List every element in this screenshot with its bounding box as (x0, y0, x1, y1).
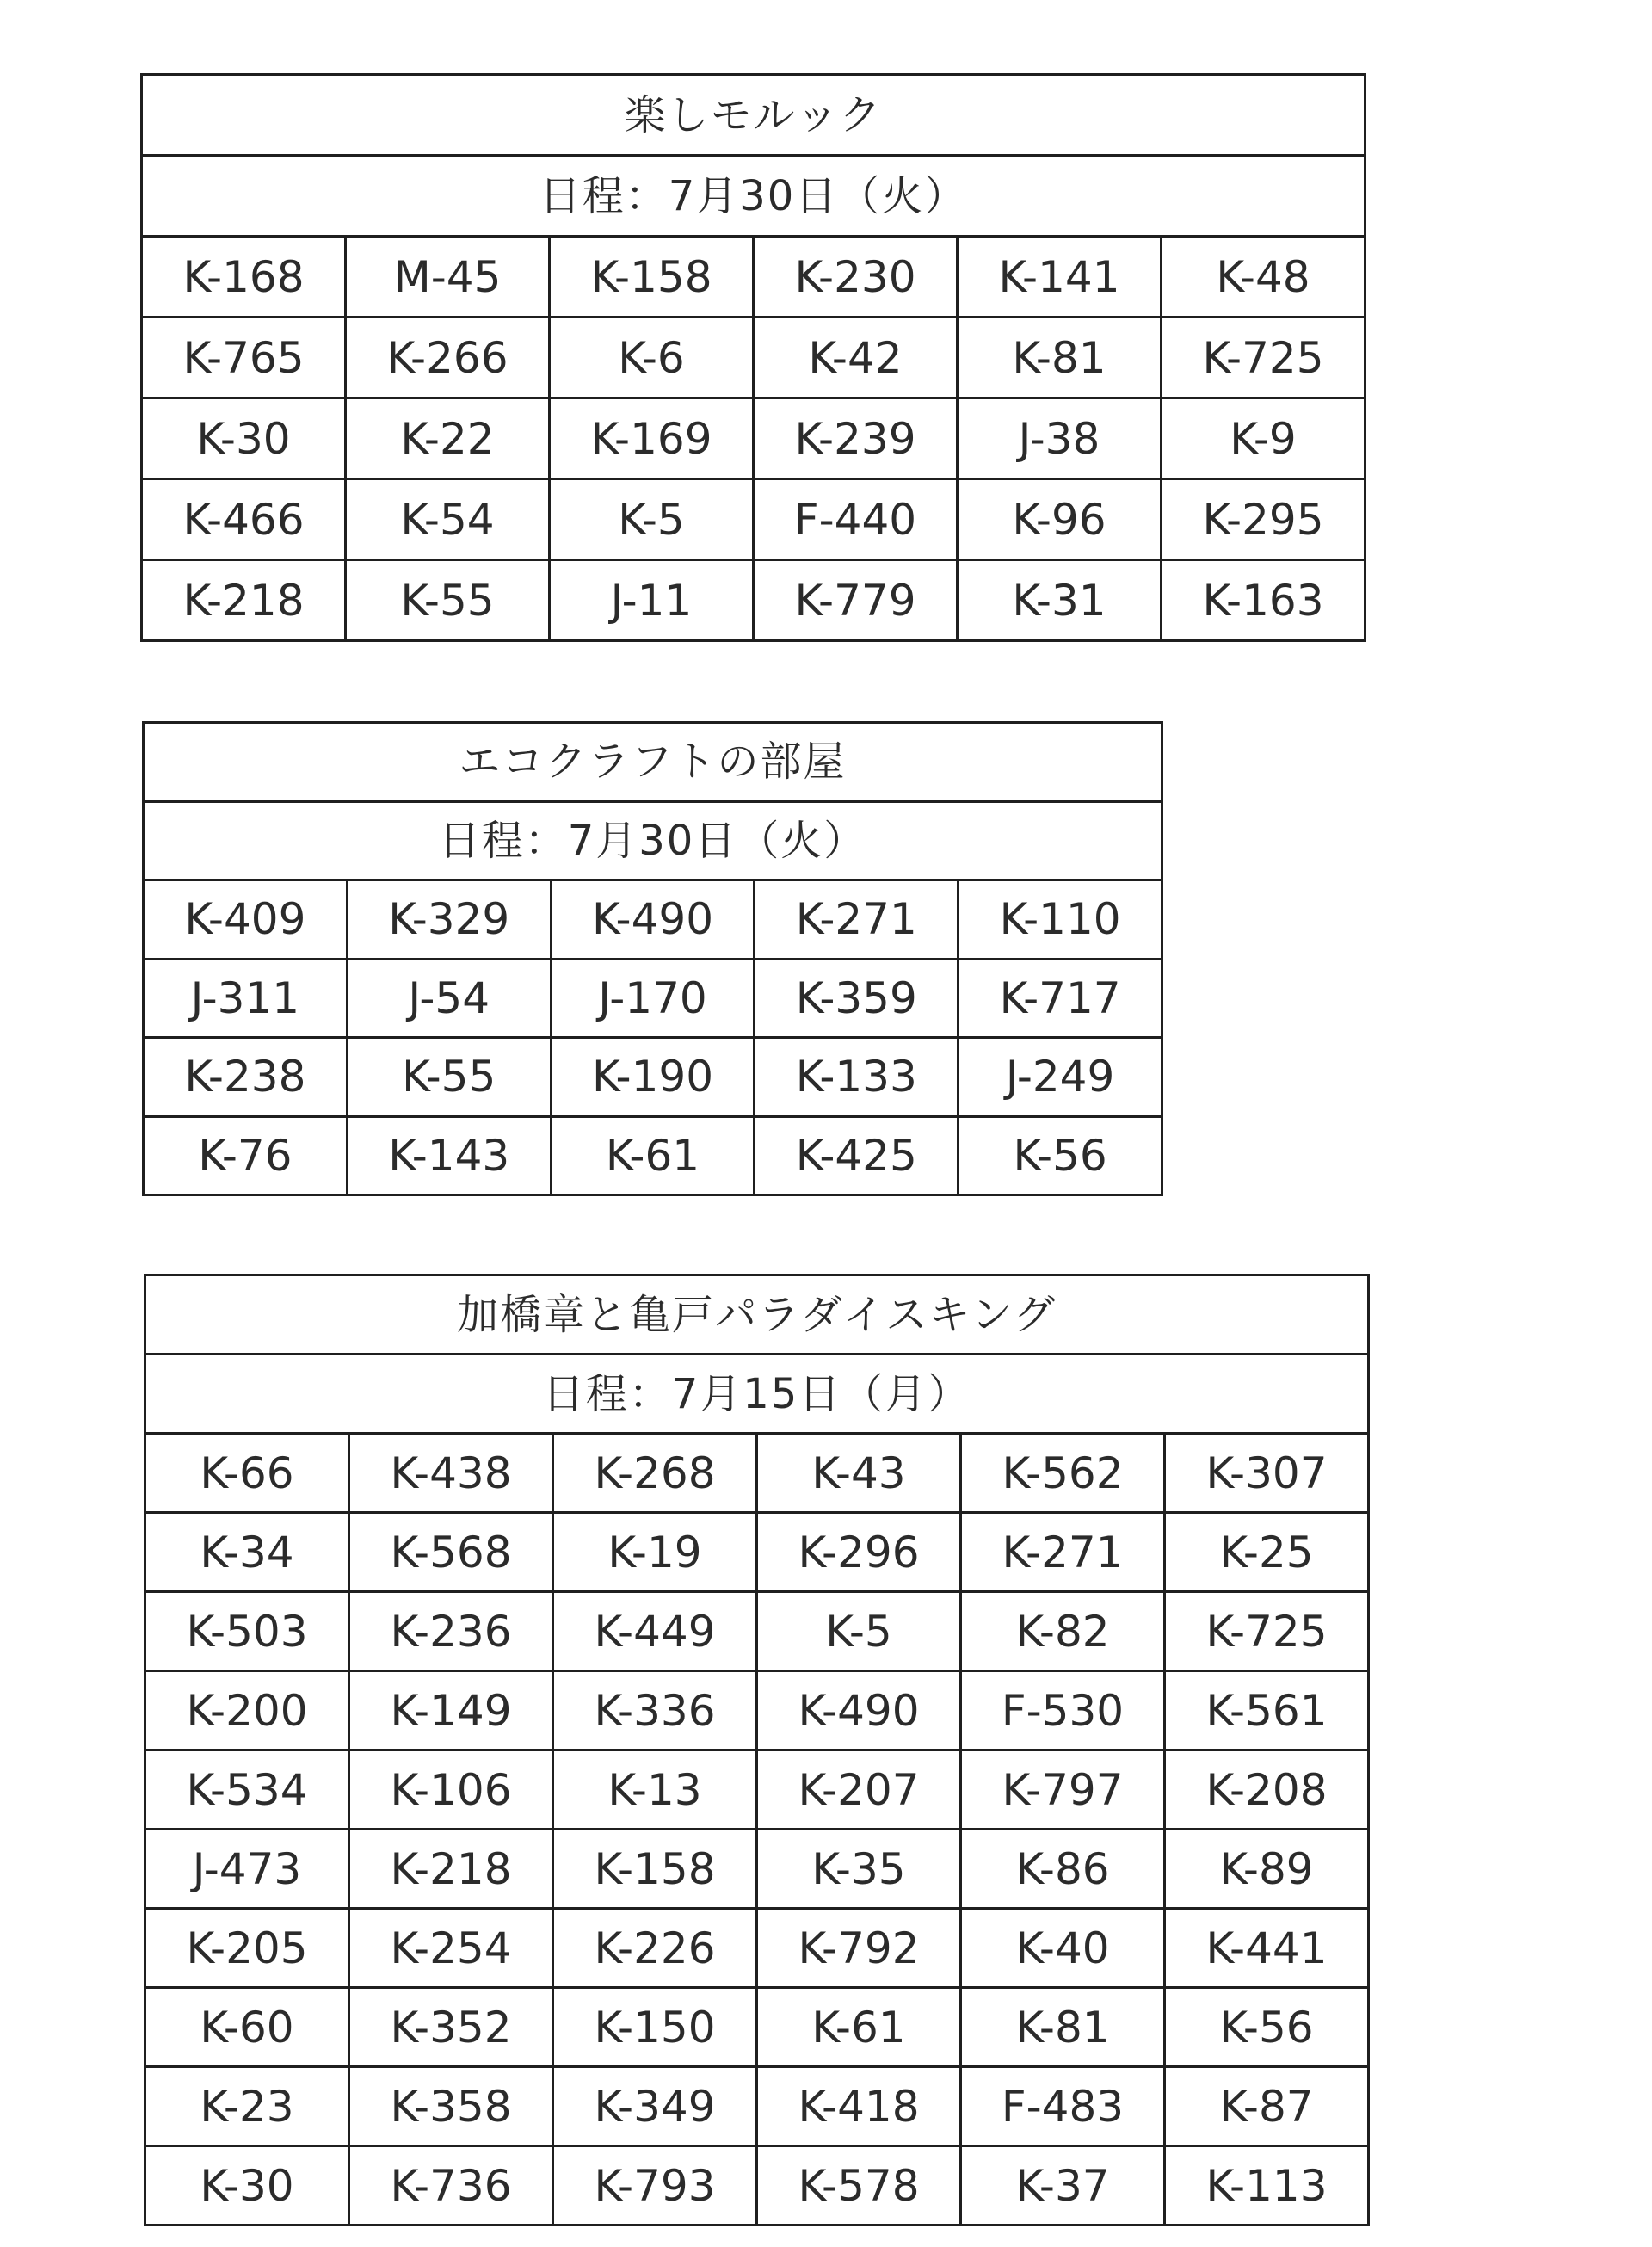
event-schedule: 日程：7月30日（火） (144, 801, 1162, 880)
participant-code-cell: K-208 (1165, 1750, 1369, 1830)
table-row (145, 1909, 1369, 1988)
participant-code-cell: K-22 (346, 398, 550, 479)
participant-code-cell: K-55 (346, 560, 550, 641)
participant-code-cell: K-61 (757, 1988, 961, 2067)
participant-code-cell: K-268 (553, 1434, 757, 1513)
participant-code-cell: K-218 (349, 1830, 553, 1909)
table-row (145, 1988, 1369, 2067)
event-title: 楽しモルック (142, 75, 1365, 156)
participant-code-cell: K-133 (755, 1038, 959, 1117)
participant-code-cell: J-473 (145, 1830, 349, 1909)
event-table-body (145, 1275, 1369, 2225)
participant-code-cell: K-30 (145, 2146, 349, 2225)
participant-code-cell: K-106 (349, 1750, 553, 1830)
participant-code-cell: K-329 (347, 880, 551, 960)
participant-code-cell: K-5 (757, 1592, 961, 1671)
event-schedule: 日程：7月15日（月） (145, 1355, 1369, 1434)
participant-code-cell: K-218 (142, 560, 346, 641)
participant-code-cell: K-158 (550, 237, 754, 318)
table-row (142, 479, 1365, 560)
table-row (145, 2067, 1369, 2146)
participant-code-cell: K-81 (961, 1988, 1165, 2067)
participant-code-cell: K-35 (757, 1830, 961, 1909)
participant-code-cell: K-82 (961, 1592, 1165, 1671)
table-row (144, 880, 1162, 960)
participant-code-cell: K-266 (346, 318, 550, 398)
participant-code-cell: K-271 (961, 1513, 1165, 1592)
participant-code-cell: K-561 (1165, 1671, 1369, 1750)
participant-code-cell: K-230 (754, 237, 958, 318)
participant-code-cell: K-96 (958, 479, 1162, 560)
participant-code-cell: K-56 (959, 1116, 1162, 1195)
participant-code-cell: K-42 (754, 318, 958, 398)
participant-code-cell: K-418 (757, 2067, 961, 2146)
participant-code-cell: K-60 (145, 1988, 349, 2067)
event-title: 加橋章と亀戸パラダイスキング (145, 1275, 1369, 1355)
table-row (144, 959, 1162, 1038)
participant-code-cell: J-170 (551, 959, 755, 1038)
participant-code-cell: K-9 (1162, 398, 1365, 479)
participant-code-cell: K-271 (755, 880, 959, 960)
participant-code-cell: K-48 (1162, 237, 1365, 318)
title-row (144, 723, 1162, 802)
table-row (142, 560, 1365, 641)
participant-code-cell: K-31 (958, 560, 1162, 641)
participant-code-cell: K-717 (959, 959, 1162, 1038)
participant-code-cell: J-311 (144, 959, 348, 1038)
participant-code-cell: K-409 (144, 880, 348, 960)
participant-code-cell: K-30 (142, 398, 346, 479)
participant-code-cell: K-226 (553, 1909, 757, 1988)
table-row (142, 318, 1365, 398)
participant-code-cell: K-793 (553, 2146, 757, 2225)
event-table-paradise-king (144, 1274, 1370, 2226)
participant-code-cell: K-238 (144, 1038, 348, 1117)
participant-code-cell: K-425 (755, 1116, 959, 1195)
participant-code-cell: K-141 (958, 237, 1162, 318)
participant-code-cell: K-207 (757, 1750, 961, 1830)
event-table-molkky (140, 73, 1366, 642)
participant-code-cell: F-440 (754, 479, 958, 560)
schedule-row (144, 801, 1162, 880)
table-row (145, 1671, 1369, 1750)
event-schedule: 日程：7月30日（火） (142, 156, 1365, 237)
participant-code-cell: K-89 (1165, 1830, 1369, 1909)
table-row (144, 1116, 1162, 1195)
participant-code-cell: K-336 (553, 1671, 757, 1750)
participant-code-cell: K-449 (553, 1592, 757, 1671)
participant-code-cell: K-296 (757, 1513, 961, 1592)
participant-code-cell: K-490 (757, 1671, 961, 1750)
participant-code-cell: K-236 (349, 1592, 553, 1671)
participant-code-cell: K-568 (349, 1513, 553, 1592)
participant-code-cell: K-466 (142, 479, 346, 560)
participant-code-cell: K-200 (145, 1671, 349, 1750)
participant-code-cell: K-61 (551, 1116, 755, 1195)
participant-code-cell: K-6 (550, 318, 754, 398)
participant-code-cell: K-578 (757, 2146, 961, 2225)
participant-code-cell: K-779 (754, 560, 958, 641)
participant-code-cell: K-76 (144, 1116, 348, 1195)
participant-code-cell: K-797 (961, 1750, 1165, 1830)
participant-code-cell: K-110 (959, 880, 1162, 960)
participant-code-cell: K-295 (1162, 479, 1365, 560)
participant-code-cell: K-765 (142, 318, 346, 398)
participant-code-cell: K-441 (1165, 1909, 1369, 1988)
participant-code-cell: K-349 (553, 2067, 757, 2146)
participant-code-cell: K-37 (961, 2146, 1165, 2225)
participant-code-cell: K-5 (550, 479, 754, 560)
schedule-row (142, 156, 1365, 237)
participant-code-cell: K-490 (551, 880, 755, 960)
participant-code-cell: K-736 (349, 2146, 553, 2225)
table-row (145, 1513, 1369, 1592)
schedule-row (145, 1355, 1369, 1434)
participant-code-cell: K-205 (145, 1909, 349, 1988)
participant-code-cell: K-562 (961, 1434, 1165, 1513)
participant-code-cell: K-190 (551, 1038, 755, 1117)
participant-code-cell: K-150 (553, 1988, 757, 2067)
participant-code-cell: K-158 (553, 1830, 757, 1909)
participant-code-cell: K-40 (961, 1909, 1165, 1988)
participant-code-cell: K-359 (755, 959, 959, 1038)
participant-code-cell: K-113 (1165, 2146, 1369, 2225)
participant-code-cell: K-168 (142, 237, 346, 318)
table-row (145, 2146, 1369, 2225)
event-table-body (144, 723, 1162, 1195)
participant-code-cell: K-503 (145, 1592, 349, 1671)
participant-code-cell: K-56 (1165, 1988, 1369, 2067)
participant-code-cell: K-438 (349, 1434, 553, 1513)
title-row (142, 75, 1365, 156)
participant-code-cell: F-530 (961, 1671, 1165, 1750)
participant-code-cell: M-45 (346, 237, 550, 318)
participant-code-cell: K-163 (1162, 560, 1365, 641)
participant-code-cell: J-54 (347, 959, 551, 1038)
participant-code-cell: K-13 (553, 1750, 757, 1830)
participant-code-cell: J-11 (550, 560, 754, 641)
participant-code-cell: K-358 (349, 2067, 553, 2146)
table-row (142, 237, 1365, 318)
participant-code-cell: J-249 (959, 1038, 1162, 1117)
participant-code-cell: K-352 (349, 1988, 553, 2067)
participant-code-cell: K-19 (553, 1513, 757, 1592)
participant-code-cell: K-169 (550, 398, 754, 479)
participant-code-cell: K-534 (145, 1750, 349, 1830)
title-row (145, 1275, 1369, 1355)
participant-code-cell: K-25 (1165, 1513, 1369, 1592)
table-row (145, 1830, 1369, 1909)
participant-code-cell: K-43 (757, 1434, 961, 1513)
participant-code-cell: K-23 (145, 2067, 349, 2146)
participant-code-cell: K-725 (1165, 1592, 1369, 1671)
participant-code-cell: K-87 (1165, 2067, 1369, 2146)
event-table-ecocraft (142, 721, 1163, 1196)
participant-code-cell: J-38 (958, 398, 1162, 479)
participant-code-cell: K-239 (754, 398, 958, 479)
participant-code-cell: K-54 (346, 479, 550, 560)
table-row (145, 1592, 1369, 1671)
participant-code-cell: K-66 (145, 1434, 349, 1513)
participant-code-cell: K-725 (1162, 318, 1365, 398)
participant-code-cell: F-483 (961, 2067, 1165, 2146)
participant-code-cell: K-149 (349, 1671, 553, 1750)
participant-code-cell: K-792 (757, 1909, 961, 1988)
participant-code-cell: K-307 (1165, 1434, 1369, 1513)
table-row (142, 398, 1365, 479)
participant-code-cell: K-34 (145, 1513, 349, 1592)
participant-code-cell: K-254 (349, 1909, 553, 1988)
table-row (145, 1434, 1369, 1513)
participant-code-cell: K-81 (958, 318, 1162, 398)
event-table-body (142, 75, 1365, 641)
participant-code-cell: K-86 (961, 1830, 1165, 1909)
participant-code-cell: K-55 (347, 1038, 551, 1117)
table-row (145, 1750, 1369, 1830)
event-title: エコクラフトの部屋 (144, 723, 1162, 802)
table-row (144, 1038, 1162, 1117)
participant-code-cell: K-143 (347, 1116, 551, 1195)
